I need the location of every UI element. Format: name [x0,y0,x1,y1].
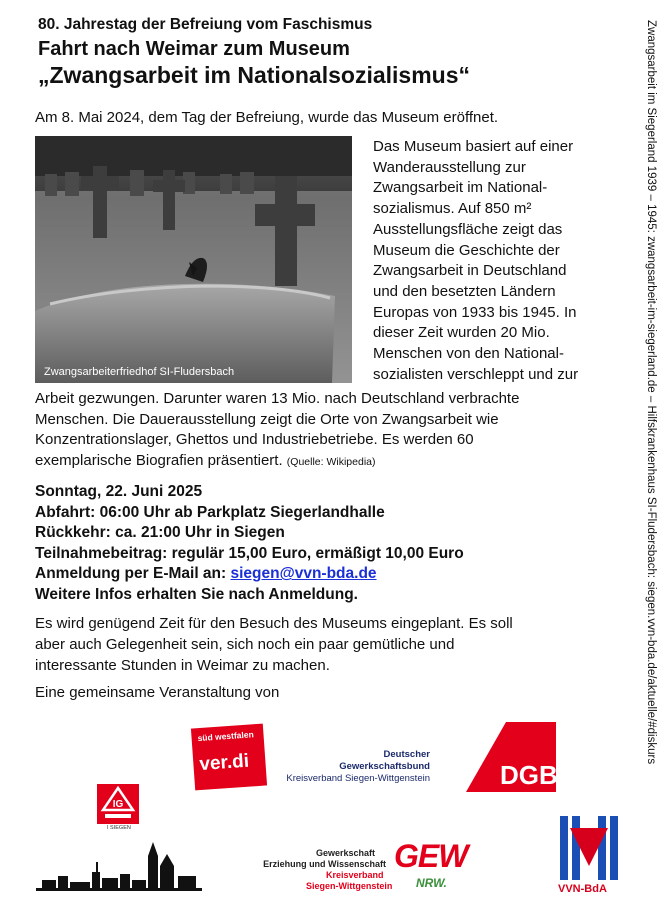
vvn-bda-name: VVN-BdA [558,883,607,895]
text-line: sozialisten verschleppt und zur [373,365,579,383]
svg-text:IG: IG [112,799,124,810]
registration-line [35,564,615,585]
text-line: Europas von 1933 bis 1945. In [373,303,577,321]
gew-line-2: Erziehung und Wissenschaft [263,859,386,869]
time-note [35,614,615,676]
text-line: Museum die Geschichte der [373,241,560,259]
text-line: Arbeit gezwungen. Darunter waren 13 Mio. nach Deutschland verbrachte [35,390,520,407]
gew-line-3: Kreisverband [326,870,384,880]
text-line: Ausstellungsfläche zeigt das [373,220,563,238]
dgb-line-3: Kreisverband Siegen-Wittgenstein [286,773,430,784]
source-note: (Quelle: Wikipedia) [286,455,376,468]
cemetery-photo-image [35,136,352,383]
text-line: Menschen von den National- [373,345,564,363]
header-line-1: 80. Jahrestag der Befreiung vom Faschismus [38,16,373,33]
email-link[interactable]: siegen@vvn-bda.de [230,565,377,583]
vvn-bda-icon [558,814,620,882]
verdi-region: süd westfalen [197,729,255,744]
text-line: Menschen. Die Dauerausstellung zeigt die Orte von Zwangsarbeit wie [35,410,499,428]
photo-caption: Zwangsarbeiterfriedhof SI-Fludersbach [44,366,235,378]
dgb-line-1: Deutscher [383,749,430,760]
dgb-line-2: Gewerkschaftsbund [339,761,430,772]
organizers-label: Eine gemeinsame Veranstaltung von [35,684,280,701]
intro-text: Am 8. Mai 2024, dem Tag der Befreiung, wurde das Museum eröffnet. [35,109,499,126]
text-line [35,451,615,473]
cemetery-photo [35,136,352,383]
text-line: sozialismus. Auf 850 m² [373,200,532,218]
text-line: dieser Zeit wurden 20 Mio. [373,324,550,342]
gew-logo [246,826,476,896]
text-line: Zwangsarbeit in Deutschland [373,262,567,280]
text-line: Wanderausstellung zur [373,158,526,176]
verdi-logo [191,724,267,791]
trip-date: Sonntag, 22. Juni 2025 [35,483,203,500]
text-line: Das Museum basiert auf einer [373,138,574,155]
siegen-skyline-icon [36,836,202,894]
verdi-name: ver.di [198,750,250,776]
gew-region: NRW. [416,876,447,890]
gew-line-4: Siegen-Wittgenstein [306,881,393,891]
text-line: Zwangsarbeit im National- [373,179,548,197]
text-line: interessante Stunden in Weimar zu machen. [35,656,330,674]
gew-line-1: Gewerkschaft [316,848,376,858]
header-line-2: Fahrt nach Weimar zum Museum [38,38,350,60]
text-line: Es wird genügend Zeit für den Besuch des Museums eingeplant. Es soll [35,615,513,632]
text-line: aber auch Gelegenheit sein, sich noch ein paar gemütliche und [35,635,455,653]
text-line: Konzentrationslager, Ghettos und Industriebetriebe. Es werden 60 [35,431,474,449]
more-info: Weitere Infos erhalten Sie nach Anmeldung. [35,585,358,603]
igmetall-logo [97,784,139,832]
vvn-bda-logo [558,814,620,896]
text-line-end: exemplarische Biografien präsentiert. [35,451,283,469]
dgb-mark: DGB [500,760,558,790]
sidebar-credit: Zwangsarbeit im Siegerland 1939 – 1945: zwangsarbeit-im-siegerland.de – Hilfskrankenhaus SI-Fludersbach: siegen.vvn-bda.de/aktuelle/#diskurs [645,20,657,765]
gew-mark: GEW [394,838,468,874]
museum-description [373,137,625,385]
dgb-logo [286,740,558,792]
trip-departure: Abfahrt: 06:00 Uhr ab Parkplatz Siegerlandhalle [35,503,385,521]
trip-return: Rückkehr: ca. 21:00 Uhr in Siegen [35,524,285,542]
text-line: und den besetzten Ländern [373,282,556,300]
igmetall-sub: I SIEGEN [107,825,131,831]
trip-fee: Teilnahmebeitrag: regulär 15,00 Euro, ermäßigt 10,00 Euro [35,544,464,562]
registration-label: Anmeldung per E-Mail an: [35,565,227,583]
trip-details [35,482,615,606]
page-title: „Zwangsarbeit im Nationalsozialismus“ [38,62,470,88]
museum-description-continued [35,389,615,472]
igmetall-icon [97,784,139,824]
